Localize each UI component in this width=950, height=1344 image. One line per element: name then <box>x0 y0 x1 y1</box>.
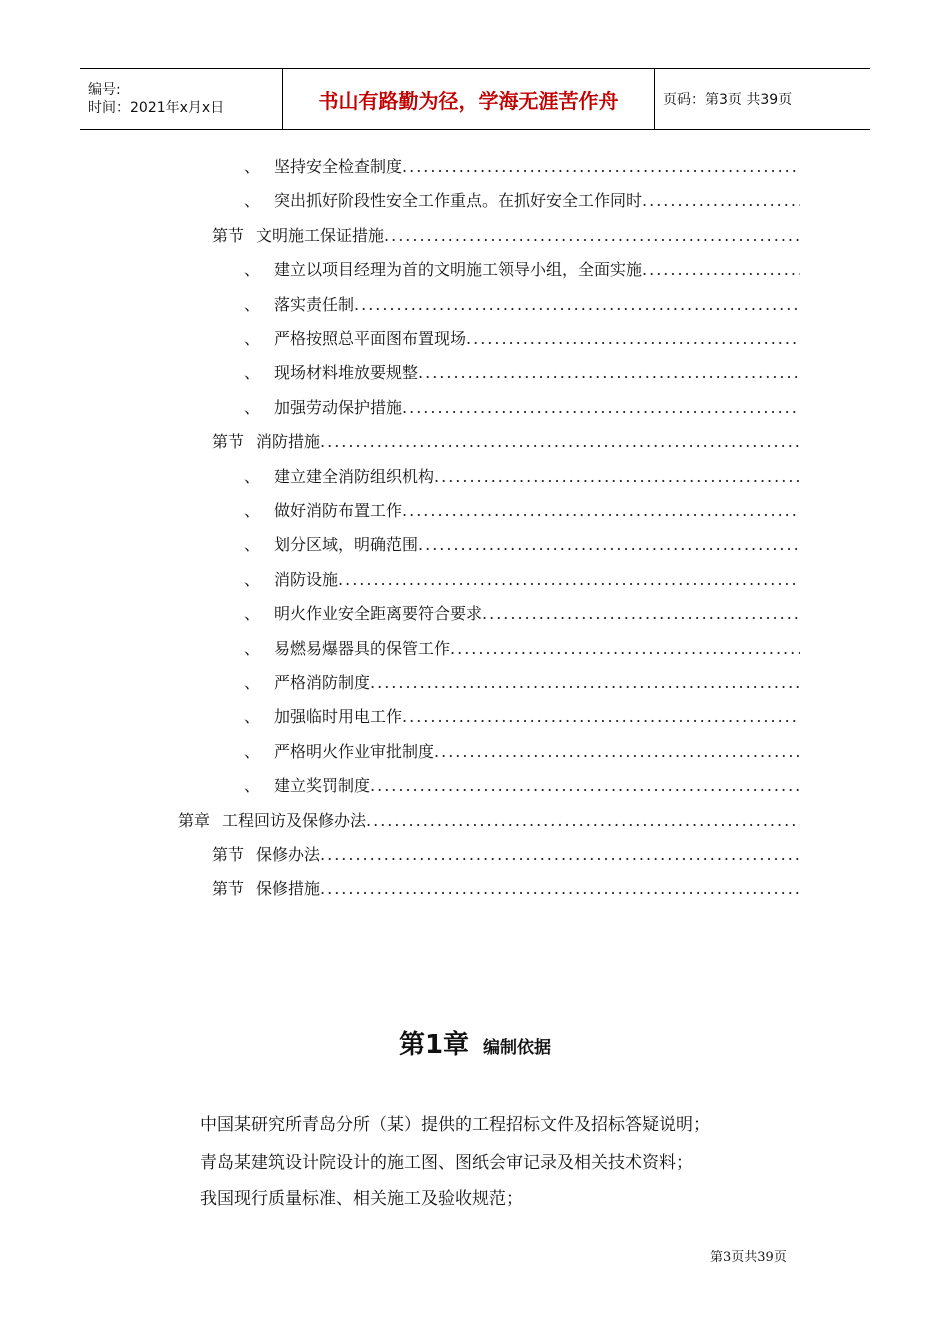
toc-entry-title: 严格按照总平面图布置现场 <box>274 329 467 348</box>
toc-entry[interactable] <box>0 460 950 494</box>
toc-entry-title: 落实责任制 <box>274 294 355 314</box>
toc-entry[interactable] <box>0 391 950 425</box>
toc-entry-prefix: 、 <box>244 638 261 658</box>
toc-leader-dots <box>370 769 800 803</box>
toc-entry[interactable] <box>0 666 950 700</box>
toc-entry[interactable] <box>0 150 950 184</box>
toc-entry[interactable] <box>0 322 950 356</box>
toc-entry-prefix: 、 <box>244 673 261 692</box>
toc-entry-title: 现场材料堆放要规整 <box>274 363 419 383</box>
toc-entry-title: 划分区域，明确范围 <box>274 535 419 555</box>
toc-entry[interactable] <box>0 838 950 872</box>
toc-entry-title: 易燃易爆器具的保管工作 <box>274 638 451 658</box>
toc-entry-title: 突出抓好阶段性安全工作重点。在抓好安全工作同时 <box>274 191 643 211</box>
toc-entry-prefix: 、 <box>244 535 261 555</box>
chapter-heading <box>0 1024 950 1061</box>
toc-entry-title: 加强劳动保护措施 <box>274 397 403 417</box>
chapter-number: 第1章 <box>398 1030 470 1060</box>
toc-entry-prefix: 第节 <box>212 225 245 245</box>
toc-entry-prefix: 第章 <box>178 810 211 830</box>
toc-leader-dots <box>402 700 800 734</box>
toc-entry-prefix: 、 <box>244 157 261 176</box>
toc-leader-dots <box>370 666 800 700</box>
toc-leader-dots <box>366 804 800 838</box>
toc-entry-title: 文明施工保证措施 <box>256 225 385 245</box>
toc-entry-title: 保修措施 <box>256 879 321 899</box>
toc-entry[interactable] <box>0 632 950 666</box>
toc-entry[interactable] <box>0 356 950 390</box>
toc-entry-title: 做好消防布置工作 <box>274 501 403 520</box>
toc-entry-prefix: 、 <box>244 294 261 314</box>
toc-entry-title: 建立以项目经理为首的文明施工领导小组，全面实施 <box>274 260 643 280</box>
toc-entry[interactable] <box>0 700 950 734</box>
toc-entry-title: 消防措施 <box>256 432 321 452</box>
toc-leader-dots <box>320 425 800 459</box>
toc-entry-prefix: 、 <box>244 569 261 589</box>
toc-entry[interactable] <box>0 563 950 597</box>
toc-entry-title: 严格消防制度 <box>274 673 371 692</box>
document-time-label: 时间：2021年x月x日 <box>88 100 225 116</box>
toc-leader-dots <box>402 494 800 528</box>
body-paragraph: 我国现行质量标准、相关施工及验收规范； <box>200 1189 523 1209</box>
toc-leader-dots <box>354 288 800 322</box>
toc-entry-prefix: 、 <box>244 397 261 417</box>
toc-entry-prefix: 、 <box>244 363 261 383</box>
header-motto: 书山有路勤为径，学海无涯苦作舟 <box>282 69 655 129</box>
toc-entry-prefix: 、 <box>244 329 261 348</box>
toc-entry-prefix: 第节 <box>212 432 245 452</box>
toc-entry[interactable] <box>0 425 950 459</box>
toc-entry[interactable] <box>0 769 950 803</box>
toc-entry[interactable] <box>0 219 950 253</box>
toc-leader-dots <box>434 735 800 769</box>
header-meta <box>80 69 282 129</box>
page-footer: 第3页共39页 <box>710 1250 787 1265</box>
toc-entry-title: 严格明火作业审批制度 <box>274 741 435 761</box>
toc-leader-dots <box>320 838 800 872</box>
toc-leader-dots <box>384 219 800 253</box>
toc-leader-dots <box>402 391 800 425</box>
chapter-title: 编制依据 <box>483 1038 552 1058</box>
toc-entry[interactable] <box>0 494 950 528</box>
toc-leader-dots <box>466 322 800 356</box>
toc-entry-prefix: 第节 <box>212 879 245 899</box>
toc-entry-title: 消防设施 <box>274 569 339 589</box>
toc-entry[interactable] <box>0 253 950 287</box>
toc-leader-dots <box>434 460 800 494</box>
page-header <box>80 68 870 130</box>
toc-entry[interactable] <box>0 804 950 838</box>
toc-leader-dots <box>338 563 800 597</box>
toc-leader-dots <box>482 597 800 631</box>
toc-entry-title: 明火作业安全距离要符合要求 <box>274 604 483 624</box>
toc-entry-title: 坚持安全检查制度 <box>274 157 403 176</box>
header-page-label: 页码：第3页 共39页 <box>663 92 793 108</box>
toc-entry-prefix: 、 <box>244 776 261 796</box>
toc-entry-prefix: 、 <box>244 466 261 486</box>
toc-entry-prefix: 第节 <box>212 845 245 864</box>
document-number-label: 编号: <box>88 82 121 98</box>
toc-entry[interactable] <box>0 735 950 769</box>
toc-entry-title: 建立建全消防组织机构 <box>274 466 435 486</box>
toc-entry-prefix: 、 <box>244 501 261 520</box>
toc-entry-title: 保修办法 <box>256 845 321 864</box>
toc-entry-title: 建立奖罚制度 <box>274 776 371 796</box>
toc-leader-dots <box>642 184 800 218</box>
toc-leader-dots <box>402 150 800 184</box>
toc-entry[interactable] <box>0 872 950 906</box>
body-paragraph: 青岛某建筑设计院设计的施工图、图纸会审记录及相关技术资料； <box>200 1153 693 1173</box>
toc-entry-prefix: 、 <box>244 707 261 727</box>
toc-entry[interactable] <box>0 288 950 322</box>
toc-leader-dots <box>418 528 800 562</box>
toc-entry-title: 工程回访及保修办法 <box>222 810 367 830</box>
toc-entry[interactable] <box>0 528 950 562</box>
toc-leader-dots <box>320 872 800 906</box>
toc-entry-prefix: 、 <box>244 741 261 761</box>
toc-entry-title: 加强临时用电工作 <box>274 707 403 727</box>
toc-entry-prefix: 、 <box>244 260 261 280</box>
toc-entry[interactable] <box>0 184 950 218</box>
toc-leader-dots <box>450 632 800 666</box>
toc-entry[interactable] <box>0 597 950 631</box>
toc-entry-prefix: 、 <box>244 191 261 211</box>
body-paragraph: 中国某研究所青岛分所（某）提供的工程招标文件及招标答疑说明； <box>200 1115 710 1135</box>
toc-leader-dots <box>418 356 800 390</box>
toc-entry-prefix: 、 <box>244 604 261 624</box>
toc-leader-dots <box>642 253 800 287</box>
